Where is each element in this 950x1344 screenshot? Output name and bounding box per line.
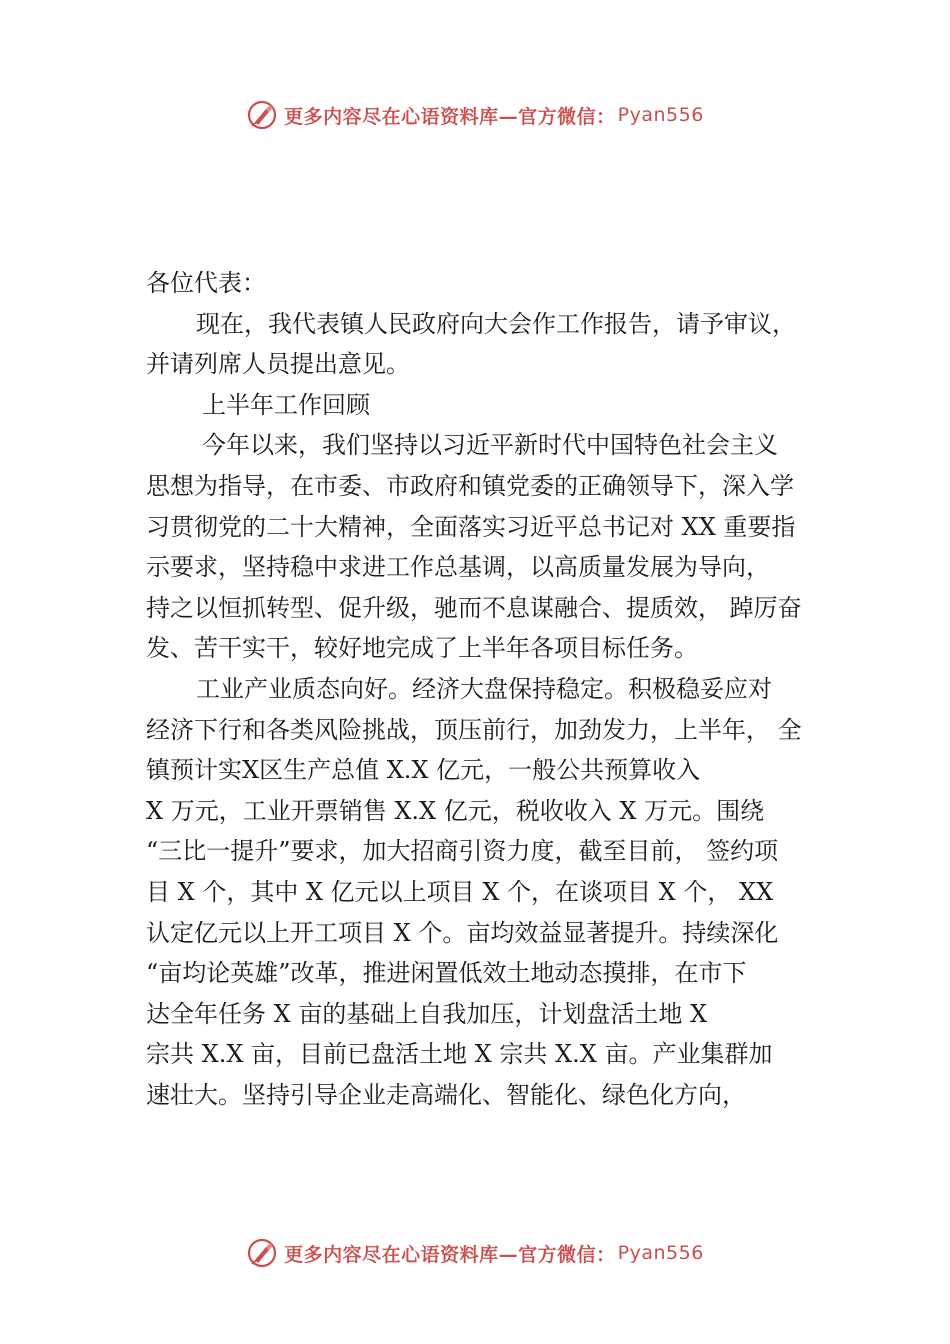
paragraph-line: 今年以来，我们坚持以习近平新时代中国特色社会主义 bbox=[202, 431, 778, 460]
pen-logo-icon bbox=[246, 1237, 278, 1269]
paragraph-line: 宗共 X.X 亩，目前已盘活土地 X 宗共 X.X 亩。产业集群加 bbox=[146, 1040, 773, 1069]
paragraph-line: 习贯彻党的二十大精神，全面落实习近平总书记对 XX 重要指 bbox=[146, 512, 796, 541]
watermark-wechat-id: Pyan556 bbox=[617, 104, 704, 126]
paragraph-line: “亩均论英雄”改革，推进闲置低效土地动态摸排，在市下 bbox=[146, 959, 747, 988]
paragraph-line: 发、苦干实干，较好地完成了上半年各项目标任务。 bbox=[146, 634, 698, 663]
paragraph-line: 思想为指导，在市委、市政府和镇党委的正确领导下，深入学 bbox=[146, 471, 794, 500]
watermark-header bbox=[0, 95, 950, 135]
salutation: 各位代表： bbox=[146, 269, 266, 297]
watermark-wechat-id: Pyan556 bbox=[617, 1242, 704, 1264]
pen-logo-icon bbox=[246, 99, 278, 131]
watermark-footer bbox=[0, 1233, 950, 1273]
paragraph-line: 并请列席人员提出意见。 bbox=[146, 350, 410, 379]
paragraph-line: 持之以恒抓转型、促升级，驰而不息谋融合、提质效， 踔厉奋 bbox=[146, 593, 802, 622]
paragraph-line: 现在，我代表镇人民政府向大会作工作报告，请予审议， bbox=[196, 309, 796, 338]
paragraph-line: 经济下行和各类风险挑战，顶压前行，加劲发力，上半年， 全 bbox=[146, 715, 802, 744]
paragraph-line: 达全年任务 X 亩的基础上自我加压，计划盘活土地 X bbox=[146, 999, 708, 1028]
paragraph-line: 镇预计实Ⅹ区生产总值 X.X 亿元，一般公共预算收入 bbox=[146, 756, 701, 785]
watermark-text: 更多内容尽在心语资料库—官方微信： bbox=[284, 1243, 616, 1266]
paragraph-line: 速壮大。坚持引导企业走高端化、智能化、绿色化方向， bbox=[146, 1080, 746, 1109]
paragraph-line: X 万元，工业开票销售 X.X 亿元，税收收入 X 万元。围绕 bbox=[146, 796, 765, 825]
paragraph-line: 工业产业质态向好。经济大盘保持稳定。积极稳妥应对 bbox=[196, 674, 772, 703]
paragraph-line: 示要求，坚持稳中求进工作总基调，以高质量发展为导向， bbox=[146, 553, 770, 582]
document-body bbox=[146, 263, 826, 1115]
paragraph-line: 认定亿元以上开工项目 X 个。亩均效益显著提升。持续深化 bbox=[146, 918, 779, 947]
paragraph-line: “三比一提升”要求，加大招商引资力度，截至目前， 签约项 bbox=[146, 837, 779, 866]
watermark-text: 更多内容尽在心语资料库—官方微信： bbox=[284, 105, 616, 128]
section-heading: 上半年工作回顾 bbox=[202, 390, 370, 419]
paragraph-line: 目 X 个，其中 X 亿元以上项目 X 个，在谈项目 X 个， XX bbox=[146, 877, 774, 906]
